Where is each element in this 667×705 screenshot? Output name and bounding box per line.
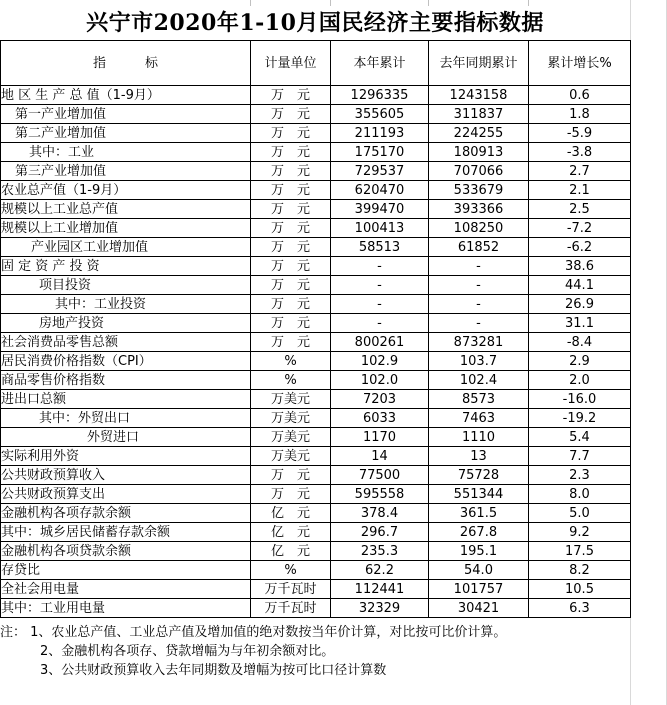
cell-prev[interactable]: 75728 — [429, 466, 529, 485]
table-row — [1, 314, 631, 333]
header-current[interactable]: 本年累计 — [331, 41, 429, 86]
cell-current[interactable]: 296.7 — [331, 523, 429, 542]
cell-indicator[interactable]: 其中：工业 — [1, 143, 251, 162]
table-row — [1, 295, 631, 314]
cell-current[interactable]: 620470 — [331, 181, 429, 200]
table-row — [1, 238, 631, 257]
cell-unit[interactable]: 万 元 — [251, 162, 331, 181]
cell-unit[interactable]: 万 元 — [251, 219, 331, 238]
cell-current[interactable]: - — [331, 295, 429, 314]
cell-unit[interactable]: 万 元 — [251, 181, 331, 200]
header-prev[interactable]: 去年同期累计 — [429, 41, 529, 86]
cell-indicator[interactable]: 存贷比 — [1, 561, 251, 580]
cell-prev[interactable]: 13 — [429, 447, 529, 466]
table-row — [1, 542, 631, 561]
cell-unit[interactable]: 万千瓦时 — [251, 599, 331, 618]
cell-growth[interactable]: 9.2 — [529, 523, 631, 542]
cell-growth[interactable]: -6.2 — [529, 238, 631, 257]
table-row — [1, 580, 631, 599]
cell-unit[interactable]: 亿 元 — [251, 542, 331, 561]
cell-growth[interactable]: 2.1 — [529, 181, 631, 200]
table-row — [1, 561, 631, 580]
cell-growth[interactable]: 8.2 — [529, 561, 631, 580]
cell-current[interactable]: 32329 — [331, 599, 429, 618]
cell-current[interactable]: 102.9 — [331, 352, 429, 371]
cell-current[interactable]: 399470 — [331, 200, 429, 219]
table-row — [1, 447, 631, 466]
cell-unit[interactable]: 万 元 — [251, 314, 331, 333]
cell-current[interactable]: 235.3 — [331, 542, 429, 561]
cell-prev[interactable]: 7463 — [429, 409, 529, 428]
note-line-1: 注： 1、农业总产值、工业总产值及增加值的绝对数按当年价计算，对比按可比价计算。 — [0, 625, 507, 640]
cell-current[interactable]: - — [331, 314, 429, 333]
cell-unit[interactable]: 万 元 — [251, 200, 331, 219]
notes — [0, 623, 667, 680]
cell-indicator[interactable]: 地 区 生 产 总 值（1-9月） — [1, 86, 251, 105]
cell-unit[interactable]: 万千瓦时 — [251, 580, 331, 599]
cell-unit[interactable]: 万 元 — [251, 485, 331, 504]
cell-growth[interactable]: 2.5 — [529, 200, 631, 219]
cell-unit[interactable]: 万 元 — [251, 143, 331, 162]
cell-unit[interactable]: % — [251, 371, 331, 390]
table-row — [1, 428, 631, 447]
cell-indicator[interactable]: 农业总产值（1-9月） — [1, 181, 251, 200]
table-row — [1, 124, 631, 143]
cell-growth[interactable]: -7.2 — [529, 219, 631, 238]
cell-current[interactable]: 7203 — [331, 390, 429, 409]
cell-prev[interactable]: 267.8 — [429, 523, 529, 542]
cell-unit[interactable]: 万美元 — [251, 447, 331, 466]
cell-prev[interactable]: - — [429, 257, 529, 276]
table-row — [1, 599, 631, 618]
cell-growth[interactable]: 10.5 — [529, 580, 631, 599]
cell-current[interactable]: - — [331, 276, 429, 295]
cell-prev[interactable]: 54.0 — [429, 561, 529, 580]
table-row — [1, 162, 631, 181]
cell-indicator[interactable]: 公共财政预算收入 — [1, 466, 251, 485]
cell-current[interactable]: 58513 — [331, 238, 429, 257]
cell-prev[interactable]: 1243158 — [429, 86, 529, 105]
table-row — [1, 181, 631, 200]
cell-growth[interactable]: 2.9 — [529, 352, 631, 371]
cell-prev[interactable]: 533679 — [429, 181, 529, 200]
table-row — [1, 485, 631, 504]
cell-current[interactable]: 355605 — [331, 105, 429, 124]
cell-prev[interactable]: - — [429, 295, 529, 314]
cell-current[interactable]: 102.0 — [331, 371, 429, 390]
table-row — [1, 504, 631, 523]
cell-prev[interactable]: 1110 — [429, 428, 529, 447]
cell-prev[interactable]: 873281 — [429, 333, 529, 352]
cell-current[interactable]: 112441 — [331, 580, 429, 599]
cell-prev[interactable]: 224255 — [429, 124, 529, 143]
cell-prev[interactable]: 195.1 — [429, 542, 529, 561]
table-row — [1, 257, 631, 276]
cell-indicator[interactable]: 其中：工业投资 — [1, 295, 251, 314]
indicator-table — [0, 40, 631, 618]
cell-unit[interactable]: 万 元 — [251, 238, 331, 257]
cell-unit[interactable]: 万 元 — [251, 466, 331, 485]
cell-current[interactable]: 378.4 — [331, 504, 429, 523]
cell-unit[interactable]: 万 元 — [251, 124, 331, 143]
cell-current[interactable]: - — [331, 257, 429, 276]
cell-current[interactable]: 62.2 — [331, 561, 429, 580]
cell-indicator[interactable]: 固 定 资 产 投 资 — [1, 257, 251, 276]
cell-unit[interactable]: 万 元 — [251, 333, 331, 352]
cell-unit[interactable]: 万 元 — [251, 276, 331, 295]
cell-unit[interactable]: 亿 元 — [251, 523, 331, 542]
cell-indicator[interactable]: 第一产业增加值 — [1, 105, 251, 124]
cell-growth[interactable]: 44.1 — [529, 276, 631, 295]
cell-indicator[interactable]: 其中：外贸出口 — [1, 409, 251, 428]
header-indicator[interactable]: 指 标 — [1, 41, 251, 86]
cell-prev[interactable]: 103.7 — [429, 352, 529, 371]
table-row — [1, 86, 631, 105]
cell-indicator[interactable]: 金融机构各项贷款余额 — [1, 542, 251, 561]
cell-growth[interactable]: 2.3 — [529, 466, 631, 485]
cell-growth[interactable]: 2.7 — [529, 162, 631, 181]
table-body — [1, 86, 631, 618]
table-row — [1, 219, 631, 238]
cell-prev[interactable]: 393366 — [429, 200, 529, 219]
table-row — [1, 466, 631, 485]
table-row — [1, 371, 631, 390]
cell-indicator[interactable]: 外贸进口 — [1, 428, 251, 447]
header-unit[interactable]: 计量单位 — [251, 41, 331, 86]
cell-indicator[interactable]: 规模以上工业总产值 — [1, 200, 251, 219]
cell-current[interactable]: 1296335 — [331, 86, 429, 105]
table-row — [1, 352, 631, 371]
table-row — [1, 333, 631, 352]
cell-unit[interactable]: 万美元 — [251, 428, 331, 447]
cell-growth[interactable]: 1.8 — [529, 105, 631, 124]
cell-indicator[interactable]: 居民消费价格指数（CPI） — [1, 352, 251, 371]
cell-growth[interactable]: 2.0 — [529, 371, 631, 390]
cell-current[interactable]: 729537 — [331, 162, 429, 181]
cell-growth[interactable]: 17.5 — [529, 542, 631, 561]
cell-unit[interactable]: 万 元 — [251, 86, 331, 105]
cell-prev[interactable]: 101757 — [429, 580, 529, 599]
cell-growth[interactable]: -8.4 — [529, 333, 631, 352]
cell-current[interactable]: 1170 — [331, 428, 429, 447]
cell-indicator[interactable]: 金融机构各项存款余额 — [1, 504, 251, 523]
table-row — [1, 276, 631, 295]
cell-growth[interactable]: 0.6 — [529, 86, 631, 105]
cell-prev[interactable]: - — [429, 276, 529, 295]
cell-current[interactable]: 595558 — [331, 485, 429, 504]
cell-indicator[interactable]: 第三产业增加值 — [1, 162, 251, 181]
cell-indicator[interactable]: 全社会用电量 — [1, 580, 251, 599]
cell-unit[interactable]: 万 元 — [251, 295, 331, 314]
cell-prev[interactable]: 551344 — [429, 485, 529, 504]
table-row — [1, 409, 631, 428]
cell-indicator[interactable]: 其中：工业用电量 — [1, 599, 251, 618]
cell-unit[interactable]: 万美元 — [251, 390, 331, 409]
cell-growth[interactable]: -3.8 — [529, 143, 631, 162]
cell-current[interactable]: 800261 — [331, 333, 429, 352]
cell-indicator[interactable]: 其中：城乡居民储蓄存款余额 — [1, 523, 251, 542]
cell-growth[interactable]: 38.6 — [529, 257, 631, 276]
table-row — [1, 390, 631, 409]
cell-prev[interactable]: 61852 — [429, 238, 529, 257]
cell-prev[interactable]: 108250 — [429, 219, 529, 238]
cell-indicator[interactable]: 进出口总额 — [1, 390, 251, 409]
cell-growth[interactable]: 31.1 — [529, 314, 631, 333]
cell-growth[interactable]: 8.0 — [529, 485, 631, 504]
cell-current[interactable]: 211193 — [331, 124, 429, 143]
cell-unit[interactable]: % — [251, 561, 331, 580]
table-header-row — [1, 41, 631, 86]
cell-unit[interactable]: 亿 元 — [251, 504, 331, 523]
cell-indicator[interactable]: 产业园区工业增加值 — [1, 238, 251, 257]
table-row — [1, 200, 631, 219]
cell-current[interactable]: 100413 — [331, 219, 429, 238]
cell-unit[interactable]: 万美元 — [251, 409, 331, 428]
table-row — [1, 105, 631, 124]
cell-prev[interactable]: 8573 — [429, 390, 529, 409]
cell-prev[interactable]: 361.5 — [429, 504, 529, 523]
cell-unit[interactable]: 万 元 — [251, 257, 331, 276]
cell-indicator[interactable]: 项目投资 — [1, 276, 251, 295]
cell-current[interactable]: 175170 — [331, 143, 429, 162]
cell-prev[interactable]: 102.4 — [429, 371, 529, 390]
table-row — [1, 523, 631, 542]
note-line-2: 2、金融机构各项存、贷款增幅为与年初余额对比。 — [40, 644, 335, 659]
cell-unit[interactable]: 万 元 — [251, 105, 331, 124]
note-line-3: 3、公共财政预算收入去年同期数及增幅为按可比口径计算数 — [40, 663, 387, 678]
cell-prev[interactable]: 180913 — [429, 143, 529, 162]
cell-indicator[interactable]: 规模以上工业增加值 — [1, 219, 251, 238]
cell-growth[interactable]: 26.9 — [529, 295, 631, 314]
cell-indicator[interactable]: 社会消费品零售总额 — [1, 333, 251, 352]
page-title: 兴宁市2020年1-10月国民经济主要指标数据 — [86, 10, 544, 36]
cell-growth[interactable]: -19.2 — [529, 409, 631, 428]
cell-indicator[interactable]: 第二产业增加值 — [1, 124, 251, 143]
cell-current[interactable]: 77500 — [331, 466, 429, 485]
cell-growth[interactable]: -5.9 — [529, 124, 631, 143]
cell-growth[interactable]: 7.7 — [529, 447, 631, 466]
cell-prev[interactable]: 707066 — [429, 162, 529, 181]
cell-growth[interactable]: 5.0 — [529, 504, 631, 523]
cell-growth[interactable]: 5.4 — [529, 428, 631, 447]
table-row — [1, 143, 631, 162]
cell-unit[interactable]: % — [251, 352, 331, 371]
cell-growth[interactable]: -16.0 — [529, 390, 631, 409]
cell-growth[interactable]: 6.3 — [529, 599, 631, 618]
cell-indicator[interactable]: 商品零售价格指数 — [1, 371, 251, 390]
cell-indicator[interactable]: 公共财政预算支出 — [1, 485, 251, 504]
cell-prev[interactable]: 311837 — [429, 105, 529, 124]
header-growth[interactable]: 累计增长% — [529, 41, 631, 86]
cell-indicator[interactable]: 房地产投资 — [1, 314, 251, 333]
cell-current[interactable]: 6033 — [331, 409, 429, 428]
cell-prev[interactable]: 30421 — [429, 599, 529, 618]
cell-prev[interactable]: - — [429, 314, 529, 333]
cell-current[interactable]: 14 — [331, 447, 429, 466]
cell-indicator[interactable]: 实际利用外资 — [1, 447, 251, 466]
